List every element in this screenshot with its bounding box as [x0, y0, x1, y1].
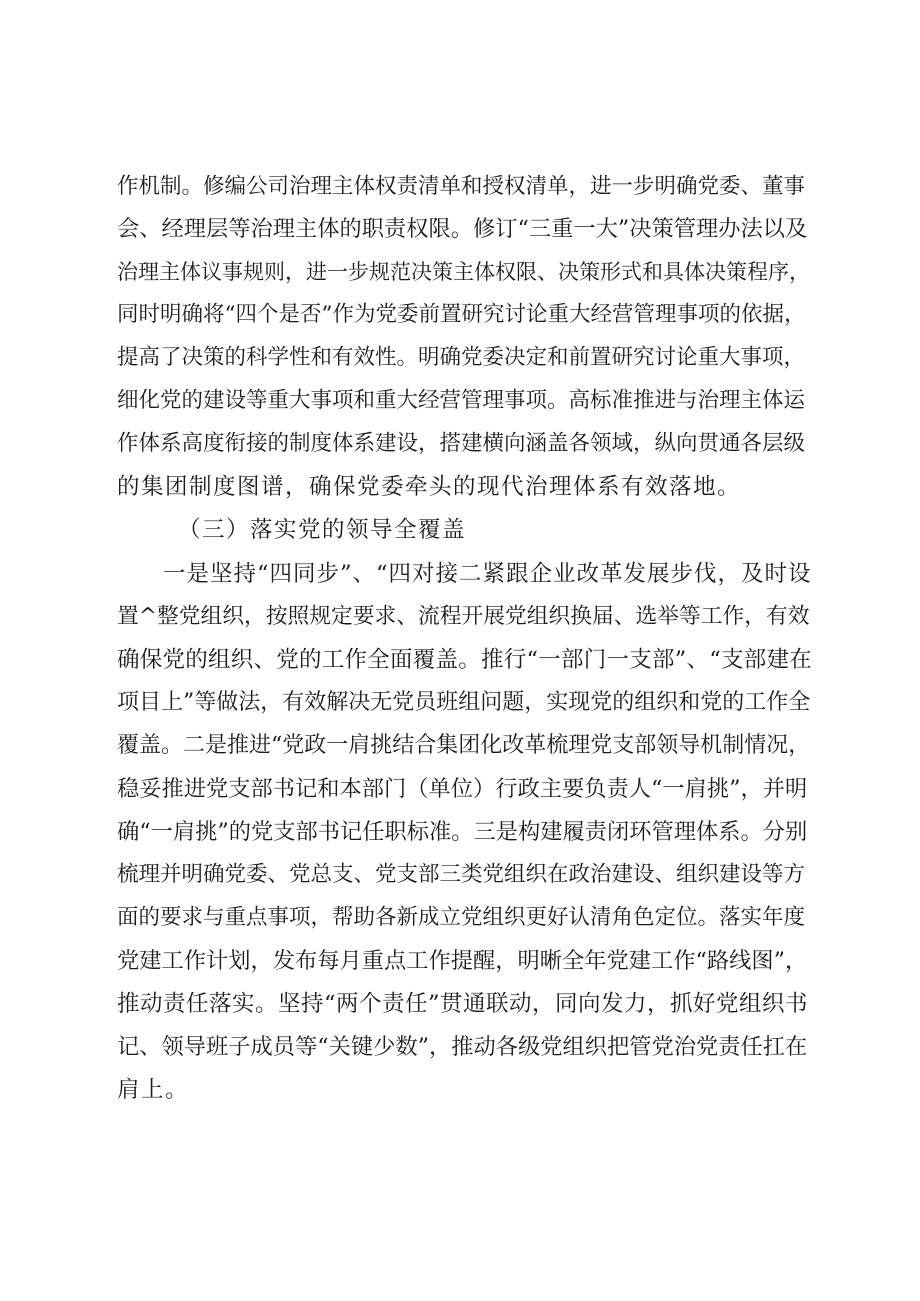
paragraph-2-line-2: 置^整党组织，按照规定要求、流程开展党组织换届、选举等工作，有效 [117, 604, 810, 629]
paragraph-2-line-8: 梳理并明确党委、党总支、党支部三类党组织在政治建设、组织建设等方 [117, 862, 806, 887]
paragraph-2-line-4: 项目上”等做法，有效解决无党员班组问题，实现党的组织和党的工作全 [117, 690, 811, 715]
paragraph-2-line-6: 稳妥推进党支部书记和本部门（单位）行政主要负责人“一肩挑”，并明 [117, 776, 808, 802]
paragraph-2-line-12: 记、领导班子成员等“关键少数”，推动各级党组织把管党治党责任扛在 [117, 1034, 808, 1060]
paragraph-2-line-11: 推动责任落实。坚持“两个责任”贯通联动，同向发力，抓好党组织书 [117, 991, 809, 1017]
paragraph-2-line-9: 面的要求与重点事项，帮助各新成立党组织更好认清角色定位。落实年度 [117, 905, 806, 930]
paragraph-1-line-2: 会、经理层等治理主体的职责权限。修订“三重一大”决策管理办法以及 [117, 216, 808, 242]
paragraph-2-line-1: 一是坚持“四同步”、“四对接二紧跟企业改革发展步伐，及时设 [163, 561, 812, 587]
paragraph-1-line-7: 作体系高度衔接的制度体系建设，搭建横向涵盖各领域，纵向贯通各层级 [117, 431, 806, 456]
paragraph-2-line-10: 党建工作计划，发布每月重点工作提醒，明晰全年党建工作“路线图”， [117, 948, 808, 974]
paragraph-1-line-1: 作机制。修编公司治理主体权责清单和授权清单，进一步明确党委、董事 [117, 174, 806, 199]
paragraph-2-line-5: 覆盖。二是推进“党政一肩挑结合集团化改革梳理党支部领导机制情况， [117, 733, 811, 758]
paragraph-2-line-13: 肩上。 [117, 1077, 190, 1103]
paragraph-1-line-6: 细化党的建设等重大事项和重大经营管理事项。高标准推进与治理主体运 [117, 388, 806, 413]
section-heading: （三）落实党的领导全覆盖 [178, 517, 467, 543]
paragraph-1-line-8: 的集团制度图谱，确保党委牵头的现代治理体系有效落地。 [117, 474, 742, 500]
paragraph-1-line-3: 治理主体议事规则，进一步规范决策主体权限、决策形式和具体决策程序， [117, 260, 810, 284]
paragraph-2-line-3: 确保党的组织、党的工作全面覆盖。推行“一部门一支部”、“支部建在 [117, 647, 813, 673]
paragraph-2-line-7: 确“一肩挑”的党支部书记任职标准。三是构建履责闭环管理体系。分别 [117, 819, 808, 845]
paragraph-1-line-5: 提高了决策的科学性和有效性。明确党委决定和前置研究讨论重大事项， [117, 345, 806, 370]
paragraph-1-line-4: 同时明确将“四个是否”作为党委前置研究讨论重大经营管理事项的依据， [117, 302, 806, 327]
